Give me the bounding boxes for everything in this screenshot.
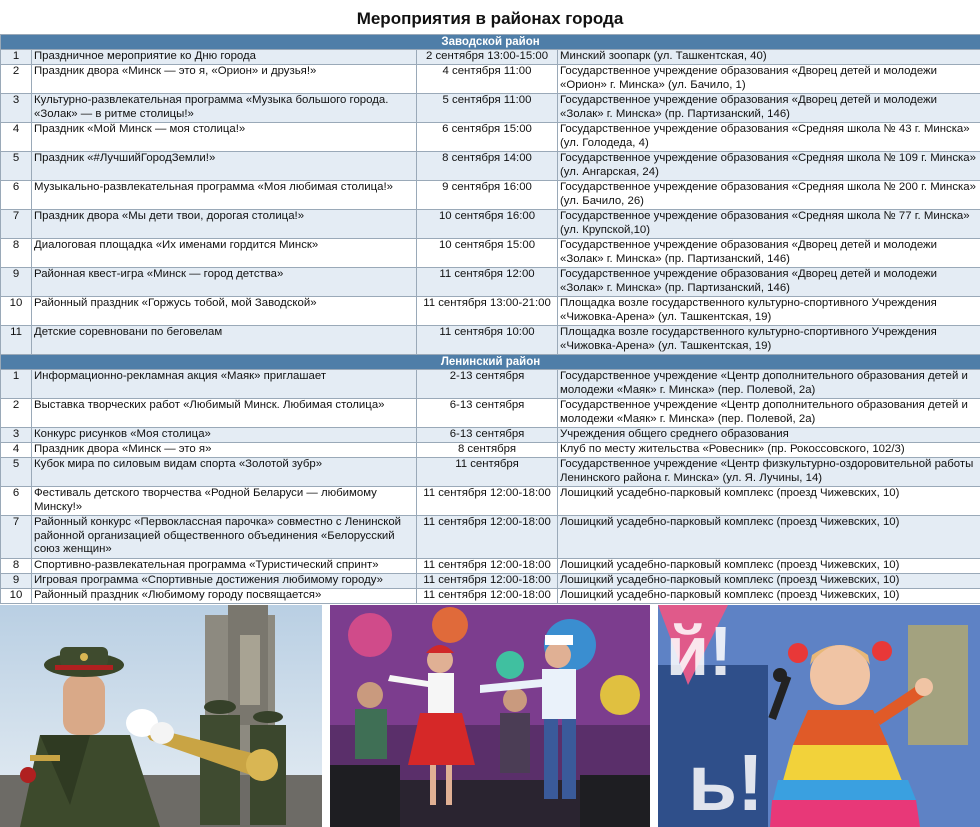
event-place: Лошицкий усадебно-парковый комплекс (проезд Чижевских, 10) — [558, 487, 980, 516]
row-number: 3 — [1, 94, 32, 123]
event-place: Государственное учреждение образования «Дворец детей и молодежи «Орион» г. Минска» (ул. Бачило, 1) — [558, 65, 980, 94]
table-row — [1, 559, 980, 574]
event-name: Районный конкурс «Первоклассная парочка» совместно с Ленинской районной организацией общественного объединения «Белорусский союз женщин» — [32, 516, 417, 559]
event-name: Праздничное мероприятие ко Дню города — [32, 50, 417, 65]
event-place: Учреждения общего среднего образования — [558, 428, 980, 443]
row-number: 11 — [1, 326, 32, 355]
table-row — [1, 487, 980, 516]
table-row — [1, 516, 980, 559]
section-header — [1, 355, 980, 370]
table-row — [1, 589, 980, 604]
page-title: Мероприятия в районах города — [356, 9, 624, 28]
event-name: Игровая программа «Спортивные достижения любимому городу» — [32, 574, 417, 589]
table-row — [1, 239, 980, 268]
svg-text:ь!: ь! — [688, 738, 764, 827]
event-place: Площадка возле государственного культурно-спортивного Учреждения «Чижовка-Арена» (ул. Ташкентская, 19) — [558, 326, 980, 355]
event-date: 4 сентября 11:00 — [417, 65, 558, 94]
girl-singer-photo — [658, 605, 980, 827]
event-place: Минский зоопарк (ул. Ташкентская, 40) — [558, 50, 980, 65]
row-number: 6 — [1, 181, 32, 210]
event-place: Государственное учреждение образования «Дворец детей и молодежи «Золак» г. Минска» (пр. Партизанский, 146) — [558, 268, 980, 297]
row-number: 10 — [1, 589, 32, 604]
event-place: Клуб по месту жительства «Ровесник» (пр. Рокоссовского, 102/3) — [558, 443, 980, 458]
event-date: 11 сентября 12:00-18:00 — [417, 559, 558, 574]
row-number: 5 — [1, 458, 32, 487]
event-date: 10 сентября 16:00 — [417, 210, 558, 239]
event-place: Лошицкий усадебно-парковый комплекс (проезд Чижевских, 10) — [558, 559, 980, 574]
event-name: Детские соревновани по беговелам — [32, 326, 417, 355]
event-date: 5 сентября 11:00 — [417, 94, 558, 123]
event-date: 10 сентября 15:00 — [417, 239, 558, 268]
event-name: Культурно-развлекательная программа «Музыка большого города. «Золак» — в ритме столицы!» — [32, 94, 417, 123]
event-place: Государственное учреждение образования «Средняя школа № 43 г. Минска» (ул. Голодеда, 4) — [558, 123, 980, 152]
event-name: Праздник двора «Мы дети твои, дорогая столица!» — [32, 210, 417, 239]
event-name: Районный праздник «Горжусь тобой, мой Заводской» — [32, 297, 417, 326]
event-date: 11 сентября 12:00-18:00 — [417, 574, 558, 589]
events-table — [0, 34, 980, 604]
event-date: 6-13 сентября — [417, 399, 558, 428]
event-date: 2 сентября 13:00-15:00 — [417, 50, 558, 65]
event-date: 6-13 сентября — [417, 428, 558, 443]
event-place: Государственное учреждение образования «Дворец детей и молодежи «Золак» г. Минска» (пр. Партизанский, 146) — [558, 239, 980, 268]
row-number: 1 — [1, 50, 32, 65]
event-name: Спортивно-развлекательная программа «Туристический спринт» — [32, 559, 417, 574]
table-row — [1, 574, 980, 589]
table-row — [1, 152, 980, 181]
event-place: Государственное учреждение образования «Средняя школа № 77 г. Минска» (ул. Крупской,10) — [558, 210, 980, 239]
event-place: Государственное учреждение образования «Средняя школа № 200 г. Минска» (ул. Бачило, 26) — [558, 181, 980, 210]
row-number: 7 — [1, 210, 32, 239]
row-number: 1 — [1, 370, 32, 399]
event-name: Районная квест-игра «Минск — город детства» — [32, 268, 417, 297]
event-name: Фестиваль детского творчества «Родной Беларуси — любимому Минску!» — [32, 487, 417, 516]
event-place: Государственное учреждение «Центр дополнительного образования детей и молодежи «Маяк» г. Минска» (пер. Полевой, 2а) — [558, 399, 980, 428]
svg-text:й!: й! — [666, 612, 733, 690]
row-number: 4 — [1, 443, 32, 458]
row-number: 9 — [1, 574, 32, 589]
event-date: 8 сентября — [417, 443, 558, 458]
event-place: Государственное учреждение образования «Средняя школа № 109 г. Минска» (ул. Ангарская, 24) — [558, 152, 980, 181]
row-number: 5 — [1, 152, 32, 181]
section-title: Ленинский район — [1, 355, 980, 370]
table-row — [1, 297, 980, 326]
row-number: 9 — [1, 268, 32, 297]
event-name: Музыкально-развлекательная программа «Моя любимая столица!» — [32, 181, 417, 210]
event-name: Праздник двора «Минск — это я, «Орион» и друзья!» — [32, 65, 417, 94]
table-row — [1, 428, 980, 443]
event-date: 8 сентября 14:00 — [417, 152, 558, 181]
event-date: 11 сентября — [417, 458, 558, 487]
event-name: Праздник «#ЛучшийГородЗемли!» — [32, 152, 417, 181]
event-place: Государственное учреждение «Центр физкультурно-оздоровительной работы Ленинского района г. Минска» (ул. Я. Лучины, 14) — [558, 458, 980, 487]
row-number: 8 — [1, 559, 32, 574]
event-name: Праздник «Мой Минск — моя столица!» — [32, 123, 417, 152]
event-name: Праздник двора «Минск — это я» — [32, 443, 417, 458]
table-row — [1, 268, 980, 297]
event-date: 11 сентября 13:00-21:00 — [417, 297, 558, 326]
row-number: 4 — [1, 123, 32, 152]
table-row — [1, 65, 980, 94]
event-date: 9 сентября 16:00 — [417, 181, 558, 210]
table-row — [1, 399, 980, 428]
row-number: 8 — [1, 239, 32, 268]
event-place: Лошицкий усадебно-парковый комплекс (проезд Чижевских, 10) — [558, 516, 980, 559]
stage-dancers-photo — [330, 605, 650, 827]
event-name: Районный праздник «Любимому городу посвящается» — [32, 589, 417, 604]
table-row — [1, 123, 980, 152]
row-number: 2 — [1, 399, 32, 428]
event-date: 11 сентября 12:00 — [417, 268, 558, 297]
section-title: Заводской район — [1, 35, 980, 50]
event-date: 11 сентября 12:00-18:00 — [417, 589, 558, 604]
event-name: Диалоговая площадка «Их именами гордится Минск» — [32, 239, 417, 268]
event-name: Информационно-рекламная акция «Маяк» приглашает — [32, 370, 417, 399]
event-date: 11 сентября 12:00-18:00 — [417, 516, 558, 559]
event-place: Лошицкий усадебно-парковый комплекс (проезд Чижевских, 10) — [558, 574, 980, 589]
table-row — [1, 443, 980, 458]
table-row — [1, 181, 980, 210]
section-header — [1, 35, 980, 50]
row-number: 3 — [1, 428, 32, 443]
event-date: 6 сентября 15:00 — [417, 123, 558, 152]
table-row — [1, 210, 980, 239]
event-name: Конкурс рисунков «Моя столица» — [32, 428, 417, 443]
event-name: Кубок мира по силовым видам спорта «Золотой зубр» — [32, 458, 417, 487]
event-date: 11 сентября 10:00 — [417, 326, 558, 355]
event-place: Площадка возле государственного культурно-спортивного Учреждения «Чижовка-Арена» (ул. Ташкентская, 19) — [558, 297, 980, 326]
event-place: Государственное учреждение образования «Дворец детей и молодежи «Золак» г. Минска» (пр. Партизанский, 146) — [558, 94, 980, 123]
row-number: 2 — [1, 65, 32, 94]
row-number: 6 — [1, 487, 32, 516]
military-musicians-photo — [0, 605, 322, 827]
event-date: 11 сентября 12:00-18:00 — [417, 487, 558, 516]
table-row — [1, 326, 980, 355]
event-place: Лошицкий усадебно-парковый комплекс (проезд Чижевских, 10) — [558, 589, 980, 604]
row-number: 10 — [1, 297, 32, 326]
event-date: 2-13 сентября — [417, 370, 558, 399]
event-name: Выставка творческих работ «Любимый Минск. Любимая столица» — [32, 399, 417, 428]
event-place: Государственное учреждение «Центр дополнительного образования детей и молодежи «Маяк» г. Минска» (пер. Полевой, 2а) — [558, 370, 980, 399]
photo-strip — [0, 605, 980, 827]
table-row — [1, 50, 980, 65]
table-row — [1, 458, 980, 487]
row-number: 7 — [1, 516, 32, 559]
table-row — [1, 94, 980, 123]
table-row — [1, 370, 980, 399]
